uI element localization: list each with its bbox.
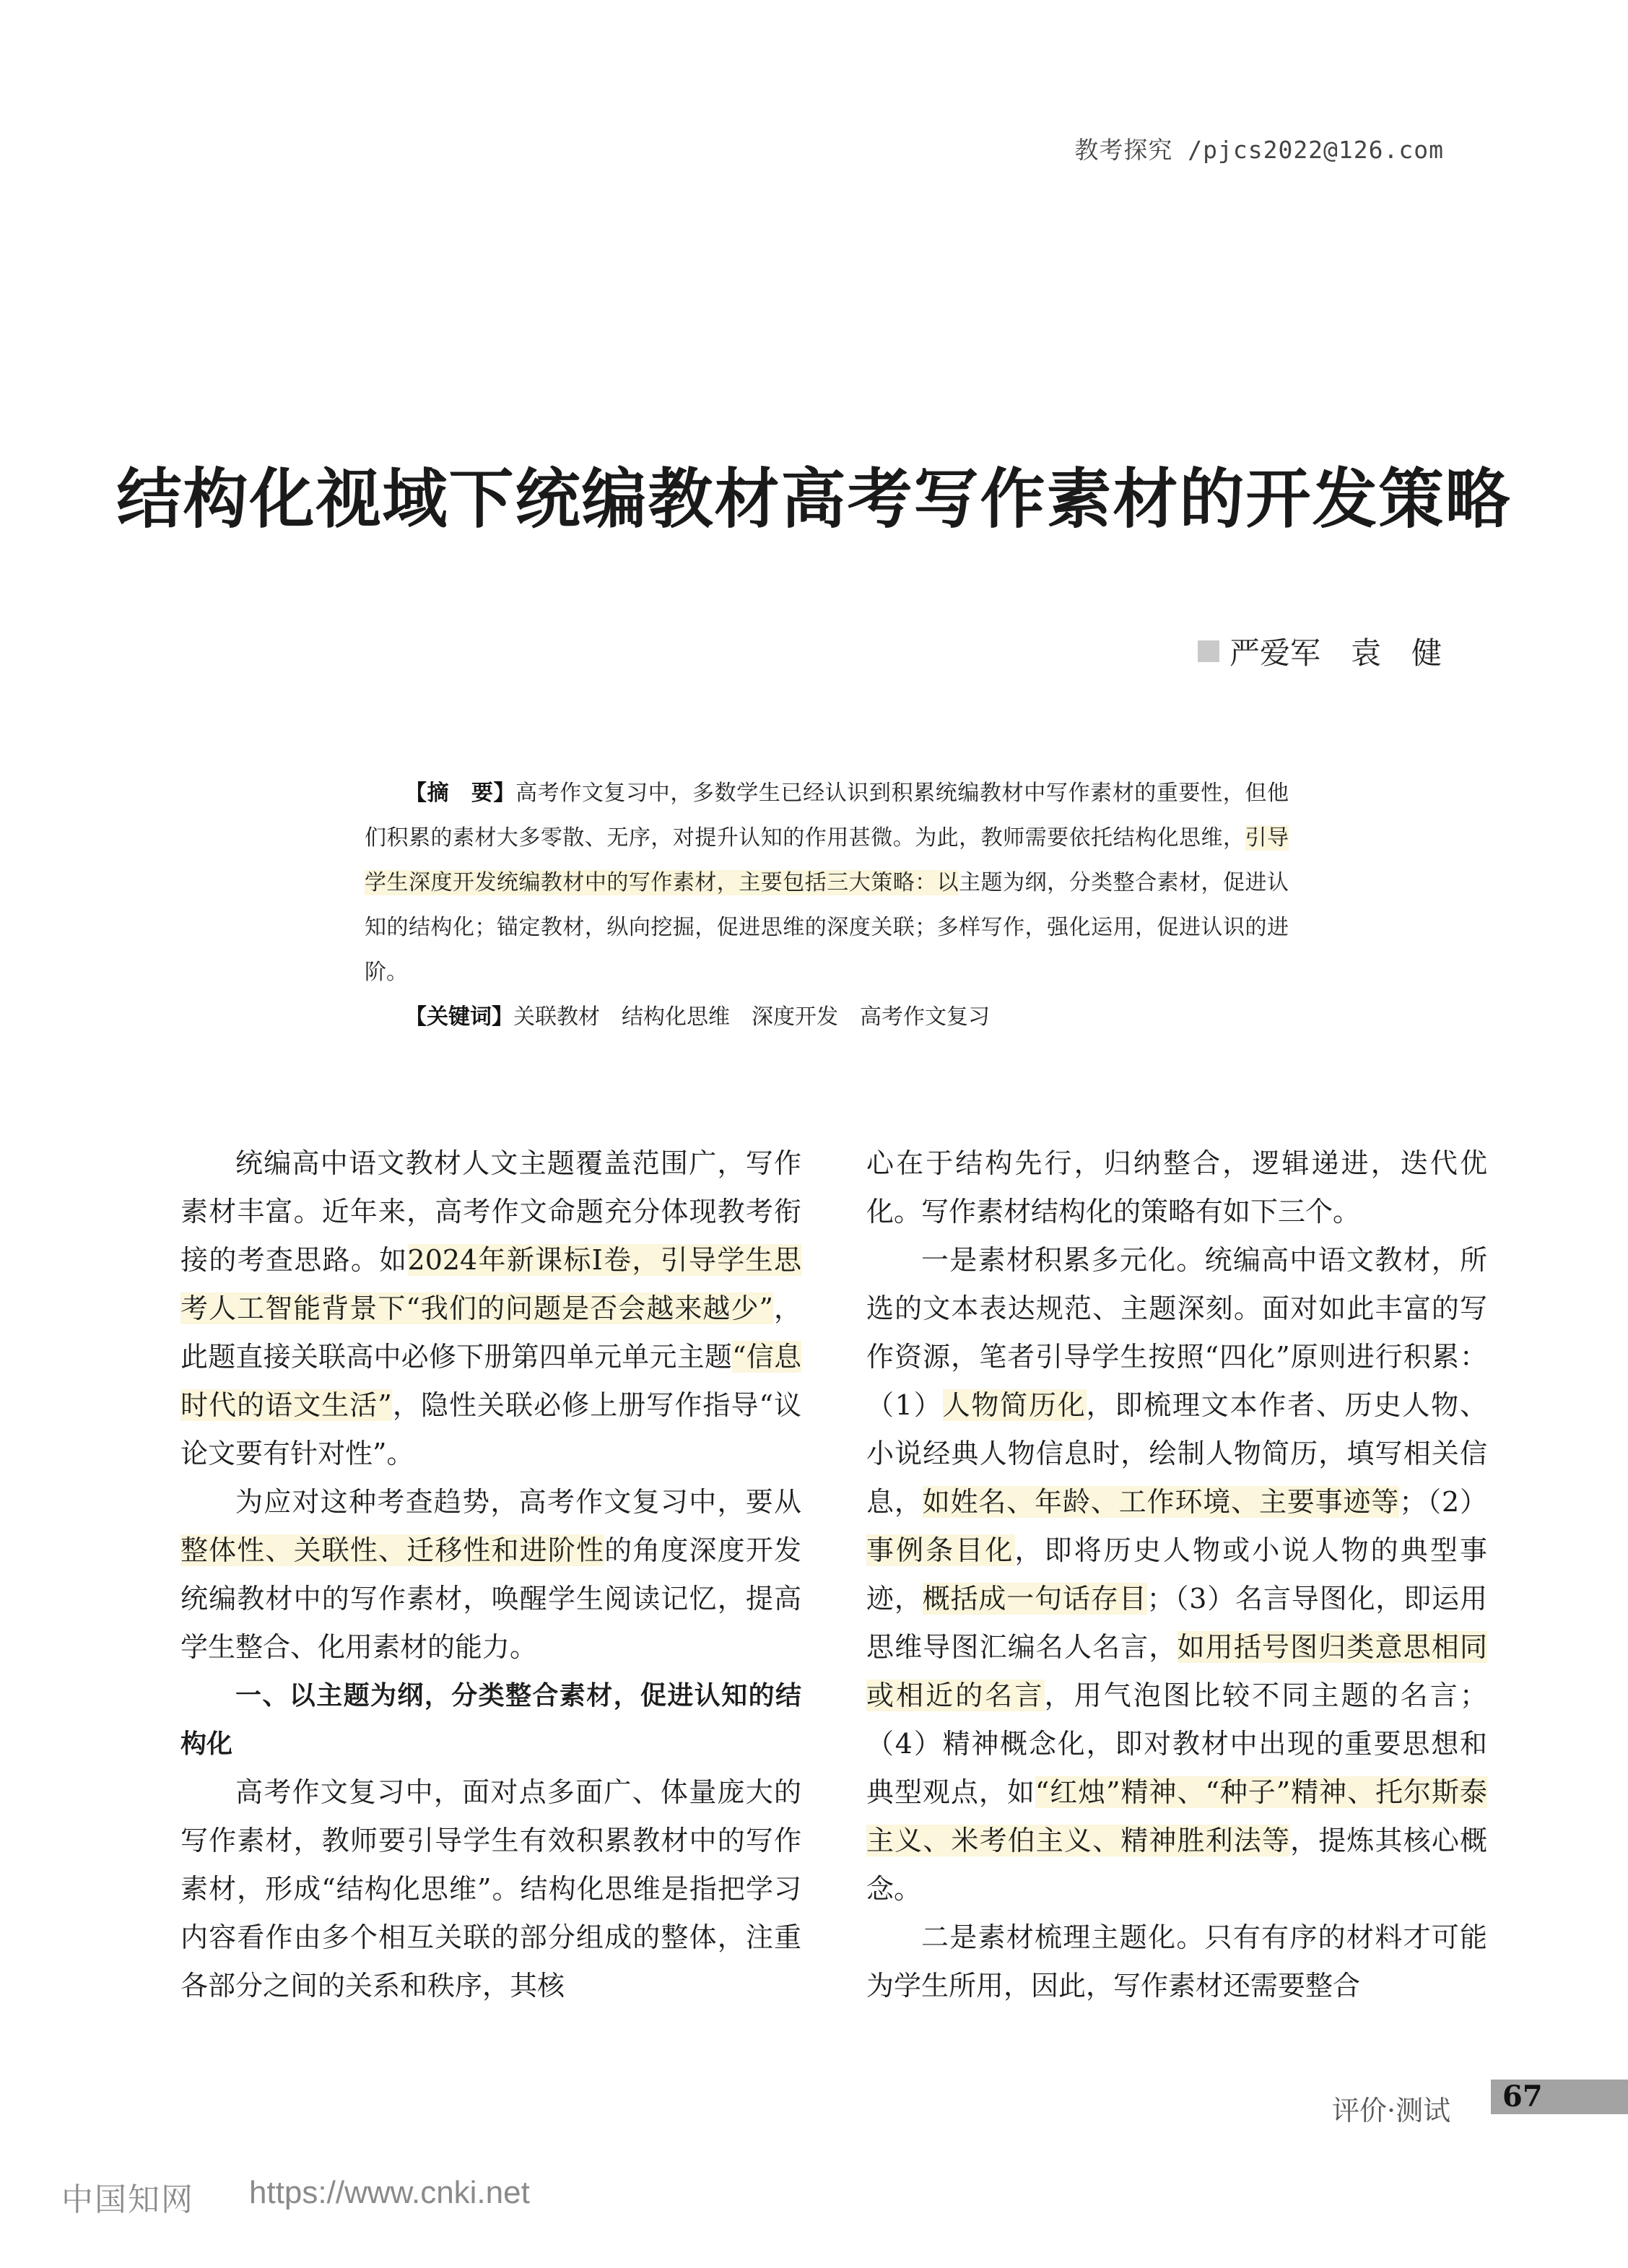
text-run: ，用气泡图比较不同主题的名言；（4）精神概念化，即对教材中出现的重要思想和典型观点，如: [866, 1680, 1487, 1808]
section-heading: 一、以主题为纲，分类整合素材，促进认知的结构化: [180, 1681, 801, 1759]
text-run: ，即梳理文本作者、历史人物、小说经典人物信息时，绘制人物简历，填写相关信息，: [866, 1389, 1487, 1518]
text-run: ，提炼其核心概念。: [866, 1825, 1487, 1905]
text-run: ，即将历史人物或小说人物的典型事迹，: [866, 1534, 1487, 1615]
body-paragraph: [866, 1236, 1487, 1913]
body-paragraph: 二是素材梳理主题化。只有有序的材料才可能为学生所用，因此，写作素材还需要整合: [866, 1921, 1487, 2002]
body-paragraph: 心在于结构先行，归纳整合，逻辑递进，迭代优化。写作素材结构化的策略有如下三个。: [866, 1147, 1487, 1228]
highlight-run: 事例条目化: [866, 1534, 1015, 1566]
text-run: ；（2）: [1399, 1486, 1487, 1518]
text-run: 一是素材积累多元化。统编高中语文教材，所选的文本表达规范、主题深刻。面对如此丰富的写作资源，笔者引导学生按照“四化”原则进行积累：（1）: [866, 1244, 1487, 1421]
keywords-text: 关联教材 结构化思维 深度开发 高考作文复习: [513, 1004, 990, 1030]
cnki-url-watermark: https://www.cnki.net: [249, 2175, 530, 2210]
abstract-highlight: 引导学生深度开发统编教材中的写作素材，主要包括三大策略：以: [365, 825, 1289, 895]
gray-square-icon: [1198, 640, 1219, 662]
abstract-label: 【摘 要】: [405, 781, 516, 806]
body-column-right: [866, 1139, 1487, 2010]
highlight-run: 如姓名、年龄、工作环境、主要事迹等: [922, 1486, 1400, 1518]
text-run: 统编高中语文教材人文主题覆盖范围广，写作素材丰富。近年来，高考作文命题充分体现教考衔接的考查思路。如: [180, 1147, 801, 1276]
cnki-watermark: 中国知网: [61, 2181, 194, 2218]
author-line: [1198, 630, 1442, 673]
footer-section-label: 评价·测试: [1332, 2095, 1451, 2126]
body-paragraph: [180, 1478, 801, 1672]
body-paragraph: [180, 1139, 801, 1478]
abstract-paragraph: [365, 771, 1289, 995]
page-number: 67: [1491, 2080, 1628, 2114]
author-names: 严爱军 袁 健: [1229, 635, 1442, 671]
keywords-paragraph: [365, 995, 1289, 1040]
article-title: 结构化视域下统编教材高考写作素材的开发策略: [116, 461, 1512, 537]
highlight-run: 概括成一句话存目: [922, 1583, 1147, 1615]
text-run: ，此题直接关联高中必修下册第四单元单元主题: [180, 1292, 801, 1373]
abstract-text: 高考作文复习中，多数学生已经认识到积累统编教材中写作素材的重要性，但他们积累的素材大多零散、无序，对提升认知的作用甚微。为此，教师需要依托结构化思维，: [365, 781, 1289, 851]
keywords-label: 【关键词】: [405, 1004, 513, 1030]
highlight-run: 整体性、关联性、迁移性和进阶性: [180, 1534, 605, 1566]
abstract-text-2: 主题为纲，分类整合素材，促进认知的结构化；锚定教材，纵向挖掘，促进思维的深度关联；多样写作，强化运用，促进认识的进阶。: [365, 870, 1289, 985]
body-column-left: [180, 1139, 801, 2010]
journal-header: 教考探究 /pjcs2022@126.com: [1074, 136, 1444, 164]
highlight-run: 人物简历化: [942, 1389, 1087, 1421]
highlight-run: “信息时代的语文生活”: [180, 1341, 801, 1421]
highlight-run: 如用括号图归类意思相同或相近的名言: [866, 1631, 1487, 1711]
highlight-run: “红烛”精神、“种子”精神、托尔斯泰主义、米考伯主义、精神胜利法等: [866, 1776, 1487, 1856]
text-run: ；（3）名言导图化，即运用思维导图汇编名人名言，: [866, 1583, 1487, 1663]
highlight-run: 2024年新课标Ⅰ卷，引导学生思考人工智能背景下“我们的问题是否会越来越少”: [180, 1244, 801, 1324]
text-run: 的角度深度开发统编教材中的写作素材，唤醒学生阅读记忆，提高学生整合、化用素材的能力。: [180, 1534, 801, 1663]
body-paragraph: 高考作文复习中，面对点多面广、体量庞大的写作素材，教师要引导学生有效积累教材中的写作素材，形成“结构化思维”。结构化思维是指把学习内容看作由多个相互关联的部分组成的整体，注重各部分之间的关系和秩序，其核: [180, 1776, 801, 2002]
text-run: ，隐性关联必修上册写作指导“议论文要有针对性”。: [180, 1389, 801, 1469]
text-run: 为应对这种考查趋势，高考作文复习中，要从: [235, 1486, 801, 1518]
abstract-block: [365, 771, 1289, 1040]
